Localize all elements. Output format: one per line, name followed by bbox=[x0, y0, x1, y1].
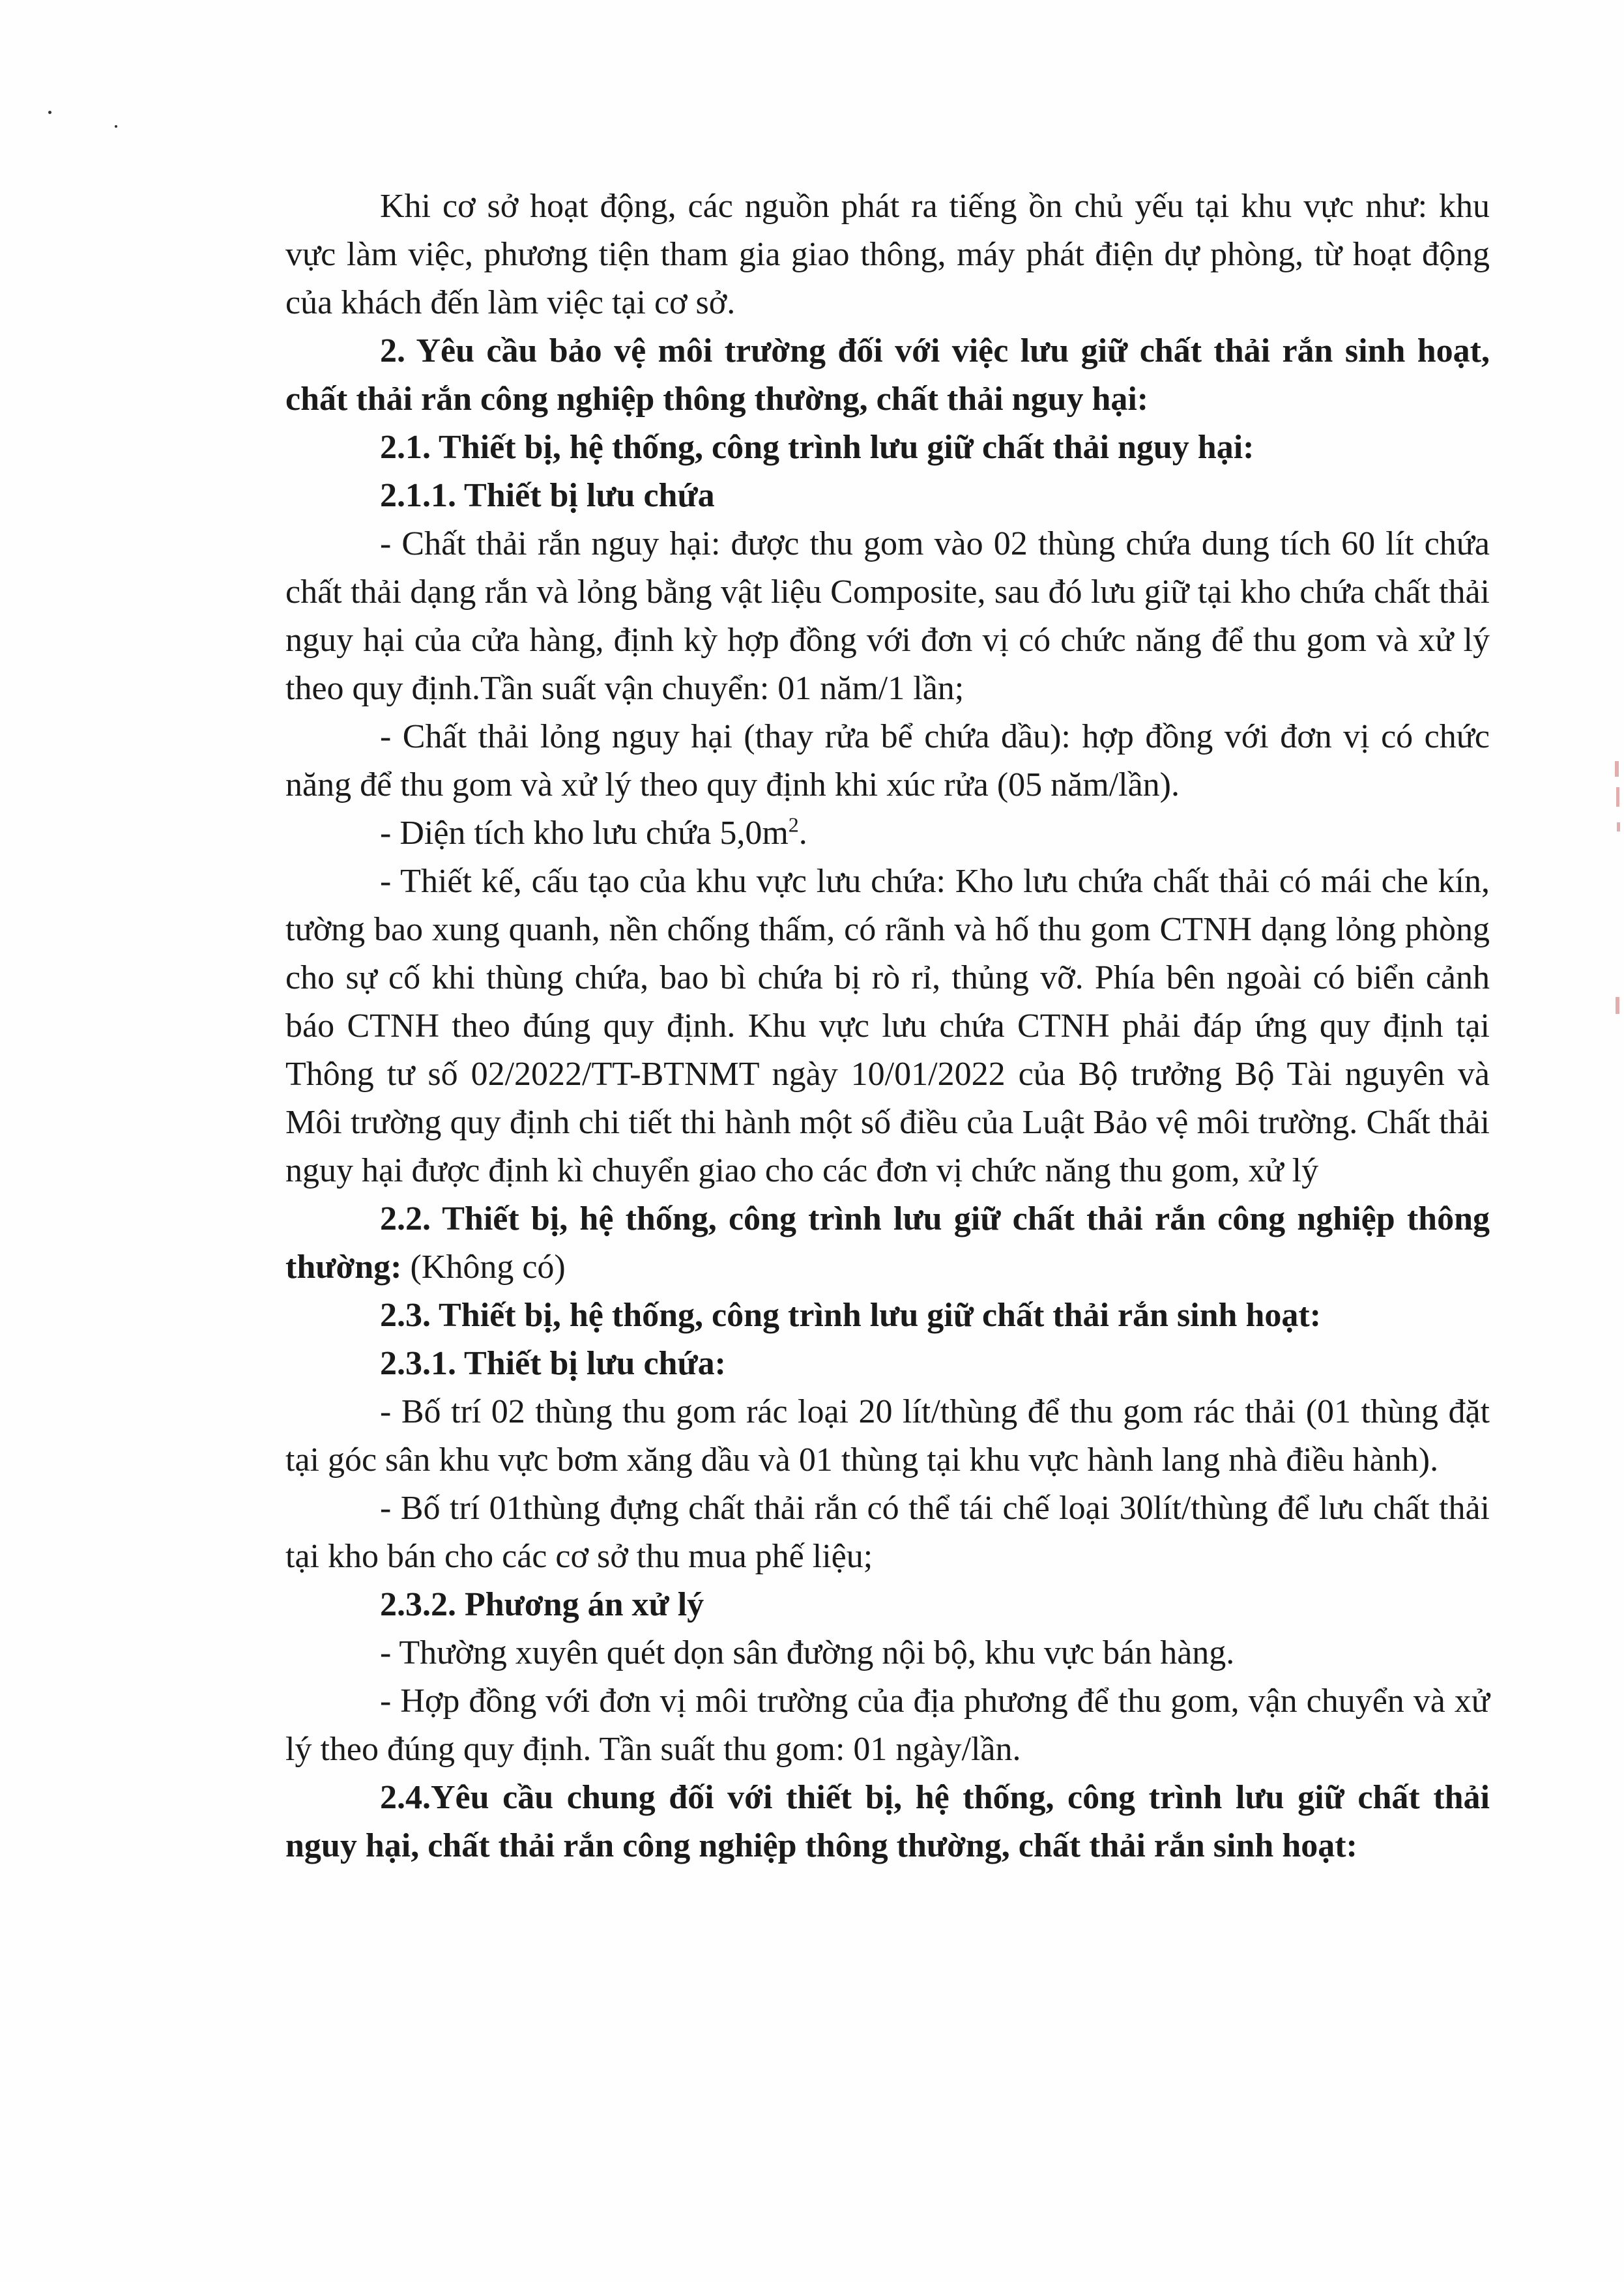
paragraph-contract: - Hợp đồng với đơn vị môi trường của địa phương để thu gom, vận chuyển và xử lý theo đúng quy định. Tần suất thu gom: 01 ngày/lần. bbox=[285, 1683, 1490, 1768]
superscript-squared: 2 bbox=[788, 813, 799, 837]
storage-area-text: - Diện tích kho lưu chứa 5,0m bbox=[380, 815, 789, 852]
document-body bbox=[285, 182, 1490, 1870]
heading-section-2-2 bbox=[285, 1195, 1490, 1292]
scan-edge-mark bbox=[1615, 761, 1619, 777]
heading-section-2-3-1: 2.3.1. Thiết bị lưu chứa: bbox=[380, 1345, 726, 1382]
heading-section-2-3-2: 2.3.2. Phương án xử lý bbox=[380, 1586, 704, 1623]
paragraph-recyclable-bin: - Bố trí 01thùng đựng chất thải rắn có thể tái chế loại 30lít/thùng để lưu chất thải tại kho bán cho các cơ sở thu mua phế liệu; bbox=[285, 1490, 1490, 1575]
paragraph-storage-design: - Thiết kế, cấu tạo của khu vực lưu chứa: Kho lưu chứa chất thải có mái che kín, tường bao xung quanh, nền chống thấm, có rãnh và hố thu gom CTNH dạng lỏng phòng cho sự cố khi thùng chứa, bao bì chứa bị rò rỉ, thủng vỡ. Phía bên ngoài có biển cảnh báo CTNH theo đúng quy định. Khu vực lưu chứa CTNH phải đáp ứng quy định tại Thông tư số 02/2022/TT-BTNMT ngày 10/01/2022 của Bộ trưởng Bộ Tài nguyên và Môi trường quy định chi tiết thi hành một số điều của Luật Bảo vệ môi trường. Chất thải nguy hại được định kì chuyển giao cho các đơn vị chức năng thu gom, xử lý bbox=[285, 863, 1490, 1189]
paragraph-hazardous-liquid-waste: - Chất thải lỏng nguy hại (thay rửa bể chứa dầu): hợp đồng với đơn vị có chức năng để thu gom và xử lý theo quy định khi xúc rửa (05 năm/lần). bbox=[285, 718, 1490, 803]
scan-speck bbox=[48, 111, 51, 114]
storage-area-period: . bbox=[798, 815, 807, 852]
paragraph-storage-area bbox=[285, 809, 1490, 858]
heading-section-2-2-note: (Không có) bbox=[401, 1249, 566, 1286]
scan-speck bbox=[115, 125, 117, 128]
heading-section-2-3: 2.3. Thiết bị, hệ thống, công trình lưu giữ chất thải rắn sinh hoạt: bbox=[380, 1297, 1322, 1334]
paragraph-noise-sources: Khi cơ sở hoạt động, các nguồn phát ra tiếng ồn chủ yếu tại khu vực như: khu vực làm việc, phương tiện tham gia giao thông, máy phát điện dự phòng, từ hoạt động của khách đến làm việc tại cơ sở. bbox=[285, 188, 1490, 321]
heading-section-2: 2. Yêu cầu bảo vệ môi trường đối với việc lưu giữ chất thải rắn sinh hoạt, chất thải rắn công nghiệp thông thường, chất thải nguy hại: bbox=[285, 332, 1490, 418]
paragraph-trash-bins: - Bố trí 02 thùng thu gom rác loại 20 lít/thùng để thu gom rác thải (01 thùng đặt tại góc sân khu vực bơm xăng dầu và 01 thùng tại khu vực hành lang nhà điều hành). bbox=[285, 1393, 1490, 1479]
paragraph-hazardous-solid-waste: - Chất thải rắn nguy hại: được thu gom vào 02 thùng chứa dung tích 60 lít chứa chất thải dạng rắn và lỏng bằng vật liệu Composite, sau đó lưu giữ tại kho chứa chất thải nguy hại của cửa hàng, định kỳ hợp đồng với đơn vị có chức năng để thu gom và xử lý theo quy định.Tần suất vận chuyển: 01 năm/1 lần; bbox=[285, 525, 1490, 707]
scan-edge-mark bbox=[1616, 787, 1619, 807]
paragraph-sweeping: - Thường xuyên quét dọn sân đường nội bộ, khu vực bán hàng. bbox=[380, 1634, 1235, 1671]
heading-section-2-2-title: 2.2. Thiết bị, hệ thống, công trình lưu giữ chất thải rắn công nghiệp thông thường: bbox=[285, 1200, 1490, 1286]
heading-section-2-4: 2.4.Yêu cầu chung đối với thiết bị, hệ thống, công trình lưu giữ chất thải nguy hại, chất thải rắn công nghiệp thông thường, chất thải rắn sinh hoạt: bbox=[285, 1779, 1490, 1864]
scan-edge-mark bbox=[1616, 997, 1619, 1014]
heading-section-2-1: 2.1. Thiết bị, hệ thống, công trình lưu giữ chất thải nguy hại: bbox=[380, 429, 1254, 466]
heading-section-2-1-1: 2.1.1. Thiết bị lưu chứa bbox=[380, 477, 715, 514]
scan-edge-mark bbox=[1617, 822, 1620, 831]
